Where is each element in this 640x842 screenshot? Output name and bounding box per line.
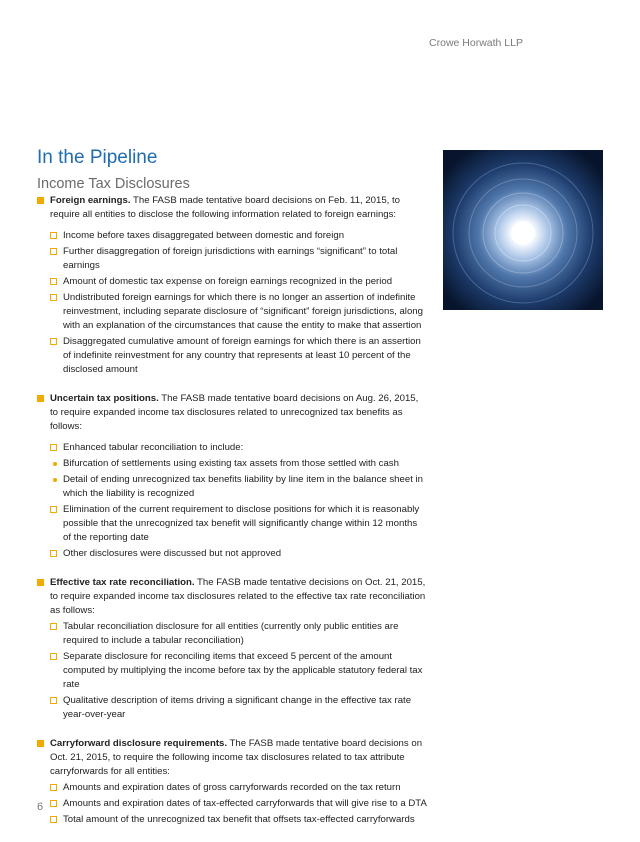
list-item: Elimination of the current requirement to disclose positions for which it is reasonably possible that the unrecognized tax benefit will significantly change within 12 months of the reporting date [50,503,427,545]
checkbox-bullet-icon [50,338,57,345]
list-item: Further disaggregation of foreign jurisdictions with earnings “significant” to total earnings [50,245,427,273]
checkbox-bullet-icon [50,232,57,239]
checkbox-bullet-icon [50,653,57,660]
checkbox-bullet-icon [50,550,57,557]
pipeline-photo [443,150,603,310]
section-intro [50,737,427,779]
checkbox-bullet-icon [50,816,57,823]
firm-name: Crowe Horwath LLP [429,37,523,49]
checkbox-bullet-icon [50,506,57,513]
page-number: 6 [37,801,44,813]
checkbox-bullet-icon [50,800,57,807]
section-lead: Foreign earnings. [50,195,131,206]
page-title: In the Pipeline [37,147,158,168]
square-bullet-icon [37,579,44,586]
dot-bullet-icon [53,478,57,482]
list-item: Amounts and expiration dates of gross carryforwards recorded on the tax return [50,781,427,795]
square-bullet-icon [37,197,44,204]
list-item: Other disclosures were discussed but not approved [50,547,427,561]
dot-bullet-icon [53,462,57,466]
section-intro [50,576,427,618]
list-item: Amount of domestic tax expense on foreign earnings recognized in the period [50,275,427,289]
list-item: Separate disclosure for reconciling items that exceed 5 percent of the amount computed by multiplying the income before tax by the applicable statutory federal tax rate [50,650,427,692]
section-uncertain-tax-positions [37,392,427,561]
list-item: Tabular reconciliation disclosure for all entities (currently only public entities are required to include a tabular reconciliation) [50,620,427,648]
section-text: The FASB made tentative decisions on Oct. 21, 2015, to require expanded income tax disclosures related to the effective tax rate reconciliation as follows: [50,577,426,616]
checkbox-bullet-icon [50,623,57,630]
square-bullet-icon [37,395,44,402]
list-item: Enhanced tabular reconciliation to include: [50,441,427,455]
list-item: Income before taxes disaggregated between domestic and foreign [50,229,427,243]
section-text: The FASB made tentative board decisions on Aug. 26, 2015, to require expanded income tax disclosures related to unrecognized tax benefits as follows: [50,393,419,432]
section-effective-tax-rate [37,576,427,722]
checkbox-bullet-icon [50,248,57,255]
checkbox-bullet-icon [50,697,57,704]
section-foreign-earnings [37,194,427,377]
checkbox-bullet-icon [50,294,57,301]
section-lead: Uncertain tax positions. [50,393,159,404]
square-bullet-icon [37,740,44,747]
section-text: The FASB made tentative board decisions on Oct. 21, 2015, to require the following income tax disclosures related to tax attribute carryforwards for all entities: [50,738,423,777]
list-item: Qualitative description of items driving a significant change in the effective tax rate year-over-year [50,694,427,722]
content-body [37,194,427,842]
section-intro [50,194,427,222]
list-item: Amounts and expiration dates of tax-effected carryforwards that will give rise to a DTA [50,797,427,811]
section-carryforward-disclosure [37,737,427,827]
sub-list-item: Bifurcation of settlements using existing tax assets from those settled with cash [50,457,427,471]
page-subtitle: Income Tax Disclosures [37,176,190,192]
section-text: The FASB made tentative board decisions on Feb. 11, 2015, to require all entities to disclose the following information related to foreign earnings: [50,195,401,220]
checkbox-bullet-icon [50,784,57,791]
section-lead: Effective tax rate reconciliation. [50,577,195,588]
list-item: Total amount of the unrecognized tax benefit that offsets tax-effected carryforwards [50,813,427,827]
section-intro [50,392,427,434]
checkbox-bullet-icon [50,444,57,451]
list-item: Undistributed foreign earnings for which there is no longer an assertion of indefinite reinvestment, including separate disclosure of “significant” foreign jurisdictions, along with an explanation of the circumstances that cause the entity to make that assertion [50,291,427,333]
list-item: Disaggregated cumulative amount of foreign earnings for which there is an assertion of indefinite reinvestment for any country that represents at least 10 percent of the disclosed amount [50,335,427,377]
sub-list-item: Detail of ending unrecognized tax benefits liability by line item in the balance sheet in which the liability is recognized [50,473,427,501]
section-lead: Carryforward disclosure requirements. [50,738,228,749]
checkbox-bullet-icon [50,278,57,285]
